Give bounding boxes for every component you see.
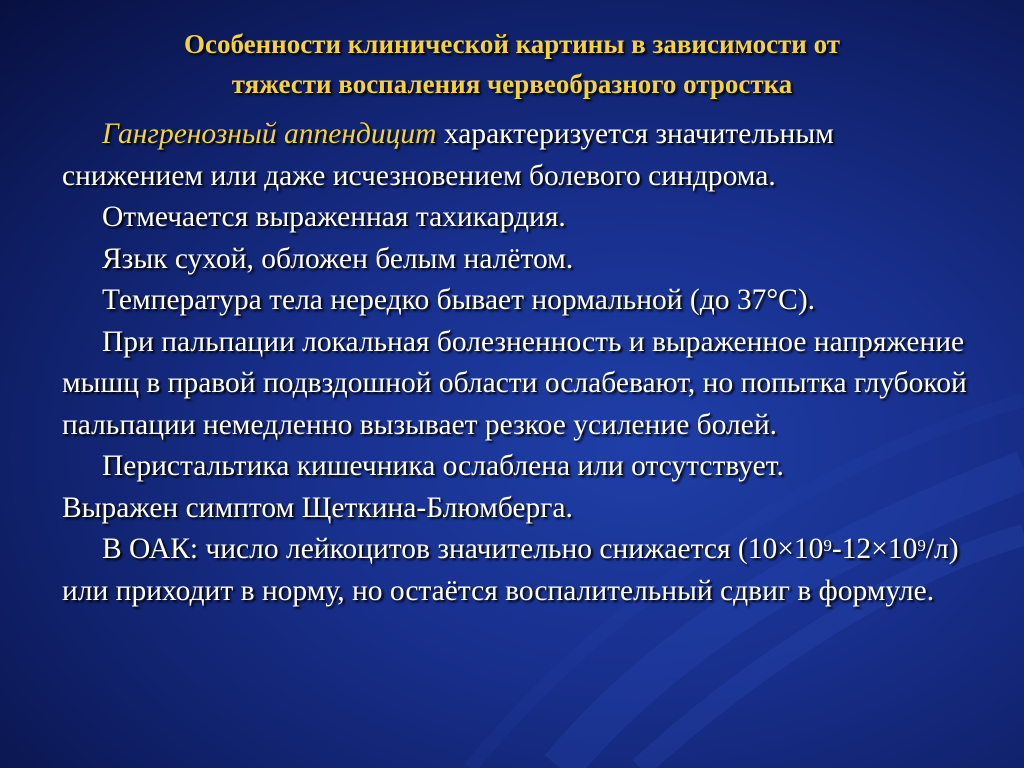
paragraph-gangrenous-appendicitis	[62, 114, 982, 197]
slide-title-line-1: Особенности клинической картины в зависимости от	[183, 29, 841, 59]
slide-title-line-2: тяжести воспаления червеобразного отростка	[231, 69, 793, 99]
paragraph-tachycardia: Отмечается выраженная тахикардия.	[102, 201, 566, 233]
paragraph-palpation: При пальпации локальная болезненность и выраженное напряжение мышц в правой подвздошной области ослабевают, но попытка глубокой пальпации немедленно вызывает резкое усиление болей.	[62, 325, 967, 441]
blood-test-tail: /л) или приходит в норму, но остаётся воспалительный сдвиг в формуле.	[62, 533, 959, 607]
blood-test-lead: В ОАК: число лейкоцитов значительно снижается (10×10	[102, 533, 824, 565]
paragraph-temperature: Температура тела нередко бывает нормальной (до 37°С).	[102, 284, 816, 316]
blood-test-mid: -12×10	[831, 533, 918, 565]
exponent: 9	[917, 536, 926, 555]
exponent: 9	[823, 536, 832, 555]
paragraph-tongue: Язык сухой, обложен белым налётом.	[102, 242, 574, 275]
paragraph-text: характеризуется значительным снижением или даже исчезновением болевого синдрома.	[62, 118, 834, 192]
paragraph-blumberg-sign: Выражен симптом Щеткина-Блюмберга.	[62, 491, 573, 524]
paragraph-blood-test	[62, 529, 982, 612]
slide-title	[60, 24, 964, 104]
highlighted-term: Гангренозный аппендицит	[102, 118, 437, 150]
paragraph-peristalsis: Перистальтика кишечника ослаблена или отсутствует.	[102, 450, 784, 482]
slide-body	[62, 114, 982, 612]
